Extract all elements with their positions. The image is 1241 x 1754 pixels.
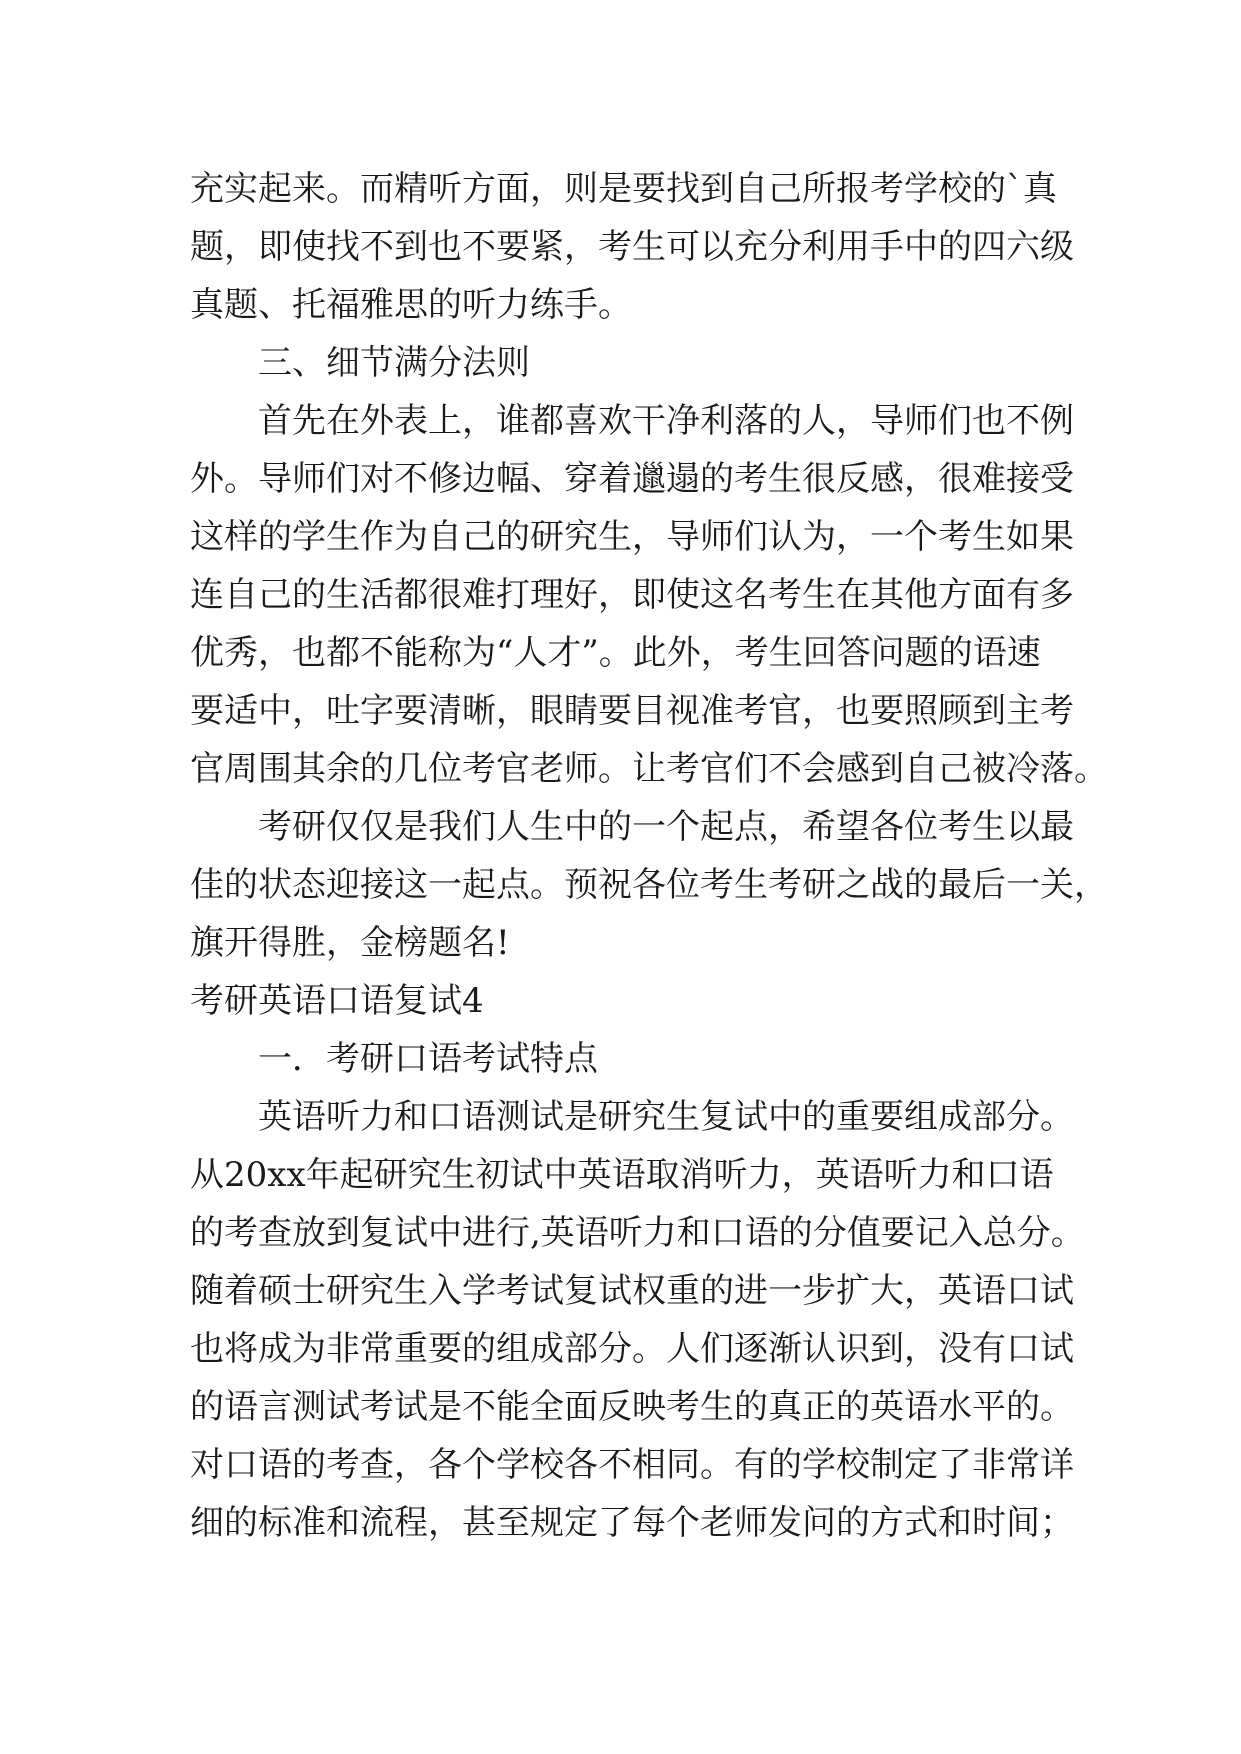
body-text-line: 这样的学生作为自己的研究生，导师们认为，一个考生如果: [190, 517, 1074, 557]
paragraph-first-line: 英语听力和口语测试是研究生复试中的重要组成部分。: [258, 1097, 1074, 1137]
body-text-line: 随着硕士研究生入学考试复试权重的进一步扩大，英语口试: [190, 1271, 1074, 1311]
body-text-line: 要适中，吐字要清晰，眼睛要目视准考官，也要照顾到主考: [190, 691, 1074, 731]
paragraph-first-line: 首先在外表上，谁都喜欢干净利落的人，导师们也不例: [258, 401, 1074, 441]
body-text-line: 细的标准和流程，甚至规定了每个老师发问的方式和时间；: [190, 1503, 1074, 1543]
body-text-line: 真题、托福雅思的听力练手。: [190, 285, 632, 325]
body-text-line: 的语言测试考试是不能全面反映考生的真正的英语水平的。: [190, 1387, 1074, 1427]
article-title: 考研英语口语复试4: [190, 981, 484, 1021]
body-text-line: 的考查放到复试中进行,英语听力和口语的分值要记入总分。: [190, 1213, 1085, 1253]
section-heading: 一．考研口语考试特点: [258, 1039, 598, 1079]
body-text-line: 优秀，也都不能称为“人才”。此外，考生回答问题的语速: [190, 633, 1041, 673]
body-text-line: 官周围其余的几位考官老师。让考官们不会感到自己被冷落。: [190, 749, 1108, 789]
body-text-line: 也将成为非常重要的组成部分。人们逐渐认识到，没有口试: [190, 1329, 1074, 1369]
body-text-line: 连自己的生活都很难打理好，即使这名考生在其他方面有多: [190, 575, 1074, 615]
paragraph-first-line: 考研仅仅是我们人生中的一个起点，希望各位考生以最: [258, 807, 1074, 847]
body-text-line: 充实起来。而精听方面，则是要找到自己所报考学校的`真: [190, 169, 1057, 209]
section-heading: 三、细节满分法则: [258, 343, 530, 383]
body-text-line: 佳的状态迎接这一起点。预祝各位考生考研之战的最后一关，: [190, 865, 1108, 905]
body-text-line: 外。导师们对不修边幅、穿着邋遢的考生很反感，很难接受: [190, 459, 1074, 499]
body-text-line: 旗开得胜，金榜题名!: [190, 923, 510, 963]
body-text-line: 从20xx年起研究生初试中英语取消听力，英语听力和口语: [190, 1155, 1054, 1195]
body-text-line: 对口语的考查，各个学校各不相同。有的学校制定了非常详: [190, 1445, 1074, 1485]
body-text-line: 题，即使找不到也不要紧，考生可以充分利用手中的四六级: [190, 227, 1074, 267]
